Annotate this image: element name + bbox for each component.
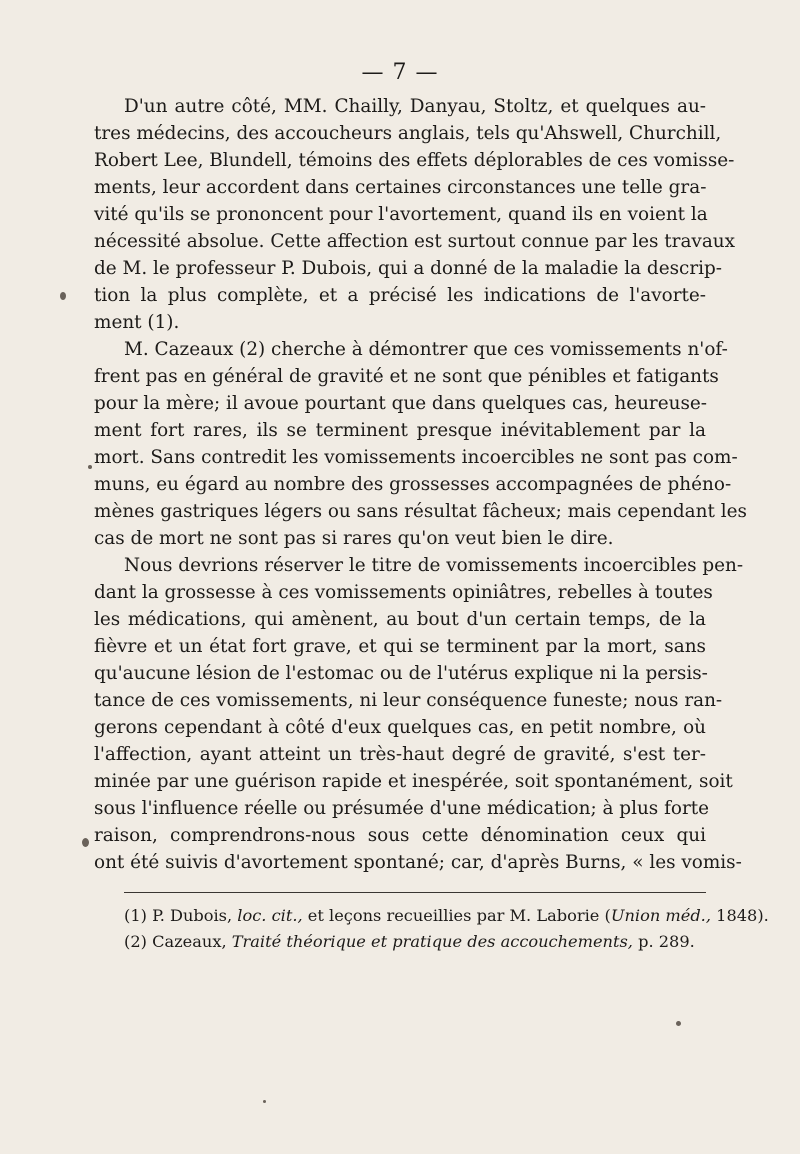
text-line: les médications, qui amènent, au bout d'un certain temps, de la <box>94 609 706 630</box>
text-line: Robert Lee, Blundell, témoins des effets déplorables de ces vomisse- <box>94 150 735 171</box>
text-line: de M. le professeur P. Dubois, qui a donné de la maladie la descrip- <box>94 258 722 279</box>
footnote-author: P. Dubois, <box>152 906 233 925</box>
paper-speck <box>60 292 66 300</box>
text-line: mènes gastriques légers ou sans résultat fâcheux; mais cependant les <box>94 501 747 522</box>
footnote-author: Cazeaux, <box>152 932 227 951</box>
text-line: ment fort rares, ils se terminent presque inévitablement par la <box>94 420 706 441</box>
text-line: gerons cependant à côté d'eux quelques cas, en petit nombre, où <box>94 717 706 738</box>
paper-speck <box>88 465 92 469</box>
text-line: pour la mère; il avoue pourtant que dans quelques cas, heureuse- <box>94 393 707 414</box>
text-line: ment (1). <box>94 312 180 333</box>
text-line: minée par une guérison rapide et inespérée, soit spontanément, soit <box>94 771 733 792</box>
text-line: mort. Sans contredit les vomissements incoercibles ne sont pas com- <box>94 447 738 468</box>
text-line: tion la plus complète, et a précisé les indications de l'avorte- <box>94 285 706 306</box>
text-line: qu'aucune lésion de l'estomac ou de l'utérus explique ni la persis- <box>94 663 708 684</box>
text-line: dant la grossesse à ces vomissements opiniâtres, rebelles à toutes <box>94 582 713 603</box>
text-line: cas de mort ne sont pas si rares qu'on veut bien le dire. <box>94 528 614 549</box>
page-number: — 7 — <box>361 60 439 85</box>
text-line: vité qu'ils se prononcent pour l'avortement, quand ils en voient la <box>94 204 708 225</box>
footnote-marker: (2) <box>124 932 147 951</box>
text-line: muns, eu égard au nombre des grossesses accompagnées de phéno- <box>94 474 732 495</box>
text-line: tres médecins, des accoucheurs anglais, tels qu'Ahswell, Churchill, <box>94 123 722 144</box>
paper-speck <box>676 1021 681 1026</box>
text-line: raison, comprendrons-nous sous cette dénomination ceux qui <box>94 825 706 846</box>
text-line: M. Cazeaux (2) cherche à démontrer que ces vomissements n'of- <box>124 339 728 360</box>
footnote-journal: Union méd., <box>610 906 711 925</box>
footnote-rule <box>124 892 706 893</box>
text-line: sous l'influence réelle ou présumée d'une médication; à plus forte <box>94 798 710 819</box>
paper-speck <box>263 1100 266 1103</box>
footnote-marker: (1) <box>124 906 147 925</box>
footnote-1 <box>124 904 769 928</box>
text-line: D'un autre côté, MM. Chailly, Danyau, Stoltz, et quelques au- <box>124 96 706 117</box>
footnote-text: p. 289. <box>638 932 695 951</box>
text-line: tance de ces vomissements, ni leur conséquence funeste; nous ran- <box>94 690 723 711</box>
text-line: Nous devrions réserver le titre de vomissements incoercibles pen- <box>124 555 744 576</box>
footnote-tail: 1848). <box>716 906 769 925</box>
paper-speck <box>82 838 89 847</box>
text-line: frent pas en général de gravité et ne sont que pénibles et fatigants <box>94 366 719 387</box>
footnote-italic: loc. cit., <box>237 906 303 925</box>
footnote-italic: Traité théorique et pratique des accouchements, <box>231 932 633 951</box>
text-line: l'affection, ayant atteint un très-haut degré de gravité, s'est ter- <box>94 744 706 765</box>
footnote-text: et leçons recueillies par M. Laborie ( <box>307 906 611 925</box>
text-line: ments, leur accordent dans certaines circonstances une telle gra- <box>94 177 707 198</box>
text-line: nécessité absolue. Cette affection est surtout connue par les travaux <box>94 231 735 252</box>
text-line: fièvre et un état fort grave, et qui se terminent par la mort, sans <box>94 636 706 657</box>
text-line: ont été suivis d'avortement spontané; car, d'après Burns, « les vomis- <box>94 852 742 873</box>
footnote-2 <box>124 930 724 954</box>
